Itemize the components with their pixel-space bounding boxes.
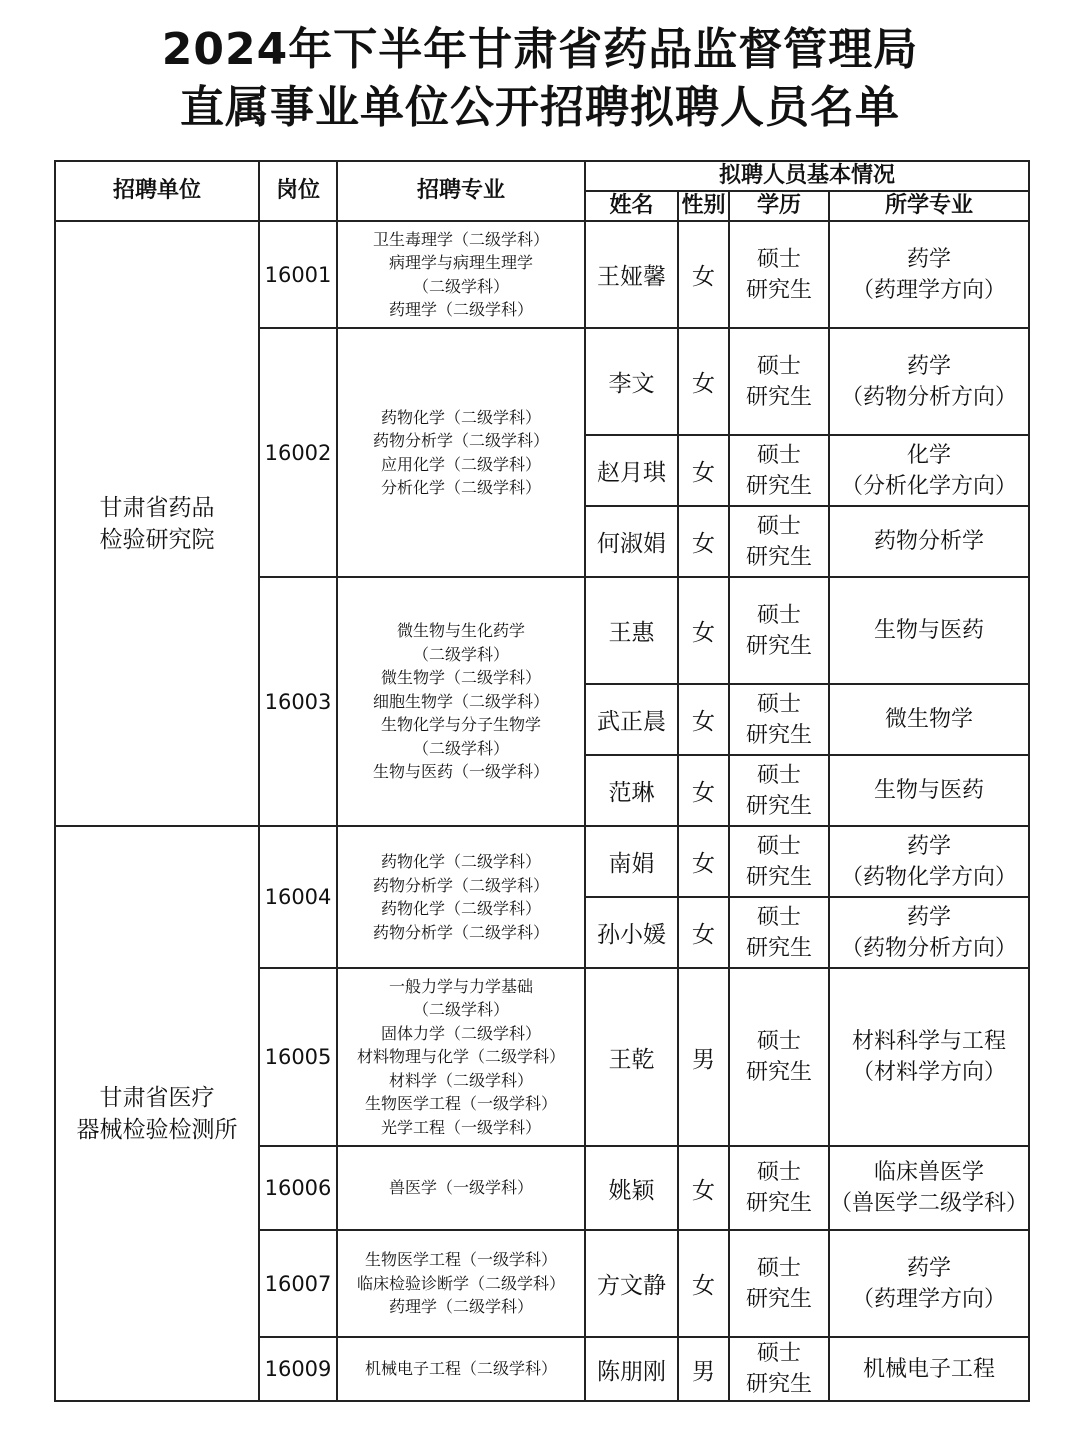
- study-major-main: 药学: [907, 904, 952, 930]
- major-line: 生物与医药（一级学科）: [372, 762, 549, 782]
- position-code-cell: 16007: [259, 1230, 337, 1337]
- recruitment-table: [54, 160, 1030, 1402]
- major-line: 药物化学（二级学科）: [380, 407, 541, 427]
- person-study-major: [829, 1146, 1029, 1230]
- education-level: 研究生: [745, 544, 812, 570]
- education-degree: 硕士: [756, 1255, 801, 1281]
- person-gender: 女: [678, 506, 729, 577]
- person-study-major: [829, 577, 1029, 684]
- major-line: 机械电子工程（二级学科）: [364, 1359, 557, 1379]
- person-gender: 女: [678, 435, 729, 506]
- education-level: 研究生: [745, 1060, 812, 1085]
- person-education: [729, 435, 829, 506]
- education-degree: 硕士: [756, 442, 801, 468]
- major-line: 光学工程（一级学科）: [380, 1117, 541, 1137]
- person-gender: 男: [678, 968, 729, 1146]
- education-level: 研究生: [745, 1372, 812, 1397]
- person-name: 姚颖: [585, 1146, 678, 1230]
- study-major-main: 药学: [907, 246, 952, 272]
- person-study-major: [829, 435, 1029, 506]
- major-line: 一般力学与力学基础: [388, 976, 533, 996]
- study-major-direction: （药理学方向）: [852, 277, 1007, 303]
- education-level: 研究生: [745, 1286, 812, 1312]
- recruitment-major-cell: [337, 221, 585, 328]
- education-level: 研究生: [745, 793, 812, 819]
- person-education: [729, 221, 829, 328]
- recruitment-major-cell: [337, 1230, 585, 1337]
- education-degree: 硕士: [756, 833, 801, 859]
- major-line: 分析化学（二级学科）: [380, 478, 541, 497]
- study-major-direction: （药物分析方向）: [841, 384, 1018, 410]
- study-major-main: 材料科学与工程: [852, 1029, 1007, 1054]
- person-study-major: [829, 1337, 1029, 1401]
- education-degree: 硕士: [756, 246, 801, 272]
- education-level: 研究生: [745, 722, 812, 748]
- table-row: [55, 221, 1029, 328]
- major-line: 药物分析学（二级学科）: [372, 875, 549, 895]
- study-major-main: 生物与医药: [874, 618, 985, 643]
- study-major-main: 化学: [907, 442, 952, 468]
- study-major-direction: （分析化学方向）: [841, 473, 1018, 499]
- major-line: 药物化学（二级学科）: [380, 852, 541, 871]
- person-education: [729, 755, 829, 826]
- person-name: 陈朋刚: [585, 1337, 678, 1401]
- study-major-main: 药学: [907, 833, 952, 859]
- major-line: 生物医学工程（一级学科）: [364, 1094, 557, 1114]
- major-line: 药理学（二级学科）: [388, 300, 533, 319]
- education-degree: 硕士: [756, 1160, 801, 1185]
- person-education: [729, 897, 829, 968]
- person-name: 王娅馨: [585, 221, 678, 328]
- major-line: 药物分析学（二级学科）: [372, 431, 549, 450]
- major-line: 药理学（二级学科）: [388, 1297, 533, 1317]
- education-degree: 硕士: [756, 1029, 801, 1054]
- study-major-main: 临床兽医学: [874, 1160, 985, 1185]
- header-position: 岗位: [259, 161, 337, 221]
- major-line: 应用化学（二级学科）: [380, 454, 541, 474]
- person-study-major: [829, 968, 1029, 1146]
- major-line: 微生物与生化药学: [396, 621, 525, 641]
- person-gender: 男: [678, 1337, 729, 1401]
- education-level: 研究生: [745, 384, 812, 410]
- recruiting-unit-cell: 甘肃省药品 检验研究院: [55, 221, 259, 826]
- person-education: [729, 1230, 829, 1337]
- person-gender: 女: [678, 826, 729, 897]
- header-unit: 招聘单位: [55, 161, 259, 221]
- recruitment-major-cell: [337, 968, 585, 1146]
- recruiting-unit-cell: 甘肃省医疗 器械检验检测所: [55, 826, 259, 1401]
- study-major-main: 药学: [907, 1255, 952, 1281]
- person-study-major: [829, 328, 1029, 435]
- person-gender: 女: [678, 328, 729, 435]
- recruitment-major-cell: [337, 577, 585, 826]
- major-line: （二级学科）: [412, 276, 509, 296]
- education-level: 研究生: [745, 1191, 812, 1216]
- position-code-cell: 16001: [259, 221, 337, 328]
- major-line: 细胞生物学（二级学科）: [372, 691, 549, 711]
- person-gender: 女: [678, 897, 729, 968]
- major-line: 兽医学（一级学科）: [388, 1178, 533, 1198]
- person-study-major: [829, 1230, 1029, 1337]
- major-line: （二级学科）: [412, 644, 509, 664]
- study-major-direction: （材料学方向）: [852, 1060, 1007, 1085]
- person-name: 南娟: [585, 826, 678, 897]
- person-study-major: [829, 826, 1029, 897]
- header-gender: 性别: [678, 191, 729, 221]
- position-code-cell: 16005: [259, 968, 337, 1146]
- person-study-major: [829, 684, 1029, 755]
- person-gender: 女: [678, 684, 729, 755]
- person-name: 王惠: [585, 577, 678, 684]
- person-gender: 女: [678, 221, 729, 328]
- major-line: 固体力学（二级学科）: [380, 1023, 541, 1043]
- study-major-main: 微生物学: [885, 707, 974, 732]
- header-name: 姓名: [585, 191, 678, 221]
- person-gender: 女: [678, 1230, 729, 1337]
- person-education: [729, 684, 829, 755]
- major-line: 材料学（二级学科）: [388, 1070, 533, 1090]
- table-row: [55, 826, 1029, 897]
- major-line: 药物分析学（二级学科）: [372, 922, 549, 942]
- education-degree: 硕士: [756, 691, 801, 717]
- person-name: 赵月琪: [585, 435, 678, 506]
- major-line: 生物化学与分子生物学: [380, 715, 541, 735]
- study-major-direction: （药理学方向）: [852, 1286, 1007, 1312]
- recruitment-major-cell: [337, 826, 585, 968]
- person-study-major: [829, 506, 1029, 577]
- person-study-major: [829, 897, 1029, 968]
- education-degree: 硕士: [756, 513, 801, 539]
- major-line: 药物化学（二级学科）: [380, 899, 541, 918]
- page-title-line-1: 2024年下半年甘肃省药品监督管理局: [161, 24, 919, 75]
- person-name: 孙小媛: [585, 897, 678, 968]
- person-education: [729, 506, 829, 577]
- person-education: [729, 328, 829, 435]
- education-degree: 硕士: [756, 602, 801, 628]
- person-study-major: [829, 221, 1029, 328]
- recruitment-major-cell: [337, 1146, 585, 1230]
- person-gender: 女: [678, 1146, 729, 1230]
- study-major-main: 药物分析学: [874, 529, 985, 554]
- major-line: 微生物学（二级学科）: [380, 668, 541, 688]
- recruitment-major-cell: [337, 328, 585, 577]
- study-major-main: 生物与医药: [874, 778, 985, 803]
- major-line: （二级学科）: [412, 1000, 509, 1020]
- person-education: [729, 577, 829, 684]
- education-level: 研究生: [745, 473, 812, 499]
- person-gender: 女: [678, 577, 729, 684]
- education-level: 研究生: [745, 633, 812, 659]
- study-major-direction: （药物分析方向）: [841, 935, 1018, 961]
- person-name: 范琳: [585, 755, 678, 826]
- page-title-line-2: 直属事业单位公开招聘拟聘人员名单: [180, 82, 900, 133]
- position-code-cell: 16002: [259, 328, 337, 577]
- recruitment-major-cell: [337, 1337, 585, 1401]
- person-name: 王乾: [585, 968, 678, 1146]
- person-education: [729, 1337, 829, 1401]
- header-basic-info: 拟聘人员基本情况: [585, 161, 1029, 191]
- major-line: 病理学与病理生理学: [388, 253, 533, 272]
- header-study-major: 所学专业: [829, 191, 1029, 221]
- position-code-cell: 16009: [259, 1337, 337, 1401]
- person-name: 方文静: [585, 1230, 678, 1337]
- education-level: 研究生: [745, 277, 812, 303]
- person-name: 何淑娟: [585, 506, 678, 577]
- education-level: 研究生: [745, 864, 812, 890]
- education-degree: 硕士: [756, 353, 801, 379]
- major-line: 生物医学工程（一级学科）: [364, 1250, 557, 1270]
- header-major: 招聘专业: [337, 161, 585, 221]
- person-education: [729, 968, 829, 1146]
- person-education: [729, 826, 829, 897]
- study-major-direction: （药物化学方向）: [841, 864, 1018, 890]
- study-major-direction: （兽医学二级学科）: [830, 1191, 1029, 1216]
- header-education: 学历: [729, 191, 829, 221]
- person-study-major: [829, 755, 1029, 826]
- position-code-cell: 16003: [259, 577, 337, 826]
- study-major-main: 药学: [907, 353, 952, 379]
- education-degree: 硕士: [756, 762, 801, 788]
- major-line: 卫生毒理学（二级学科）: [372, 229, 549, 249]
- major-line: （二级学科）: [412, 738, 509, 758]
- position-code-cell: 16006: [259, 1146, 337, 1230]
- study-major-main: 机械电子工程: [863, 1356, 996, 1382]
- person-gender: 女: [678, 755, 729, 826]
- person-education: [729, 1146, 829, 1230]
- education-degree: 硕士: [756, 1341, 801, 1366]
- education-level: 研究生: [745, 935, 812, 961]
- education-degree: 硕士: [756, 904, 801, 930]
- major-line: 材料物理与化学（二级学科）: [356, 1047, 565, 1067]
- position-code-cell: 16004: [259, 826, 337, 968]
- person-name: 武正晨: [585, 684, 678, 755]
- major-line: 临床检验诊断学（二级学科）: [356, 1273, 565, 1293]
- person-name: 李文: [585, 328, 678, 435]
